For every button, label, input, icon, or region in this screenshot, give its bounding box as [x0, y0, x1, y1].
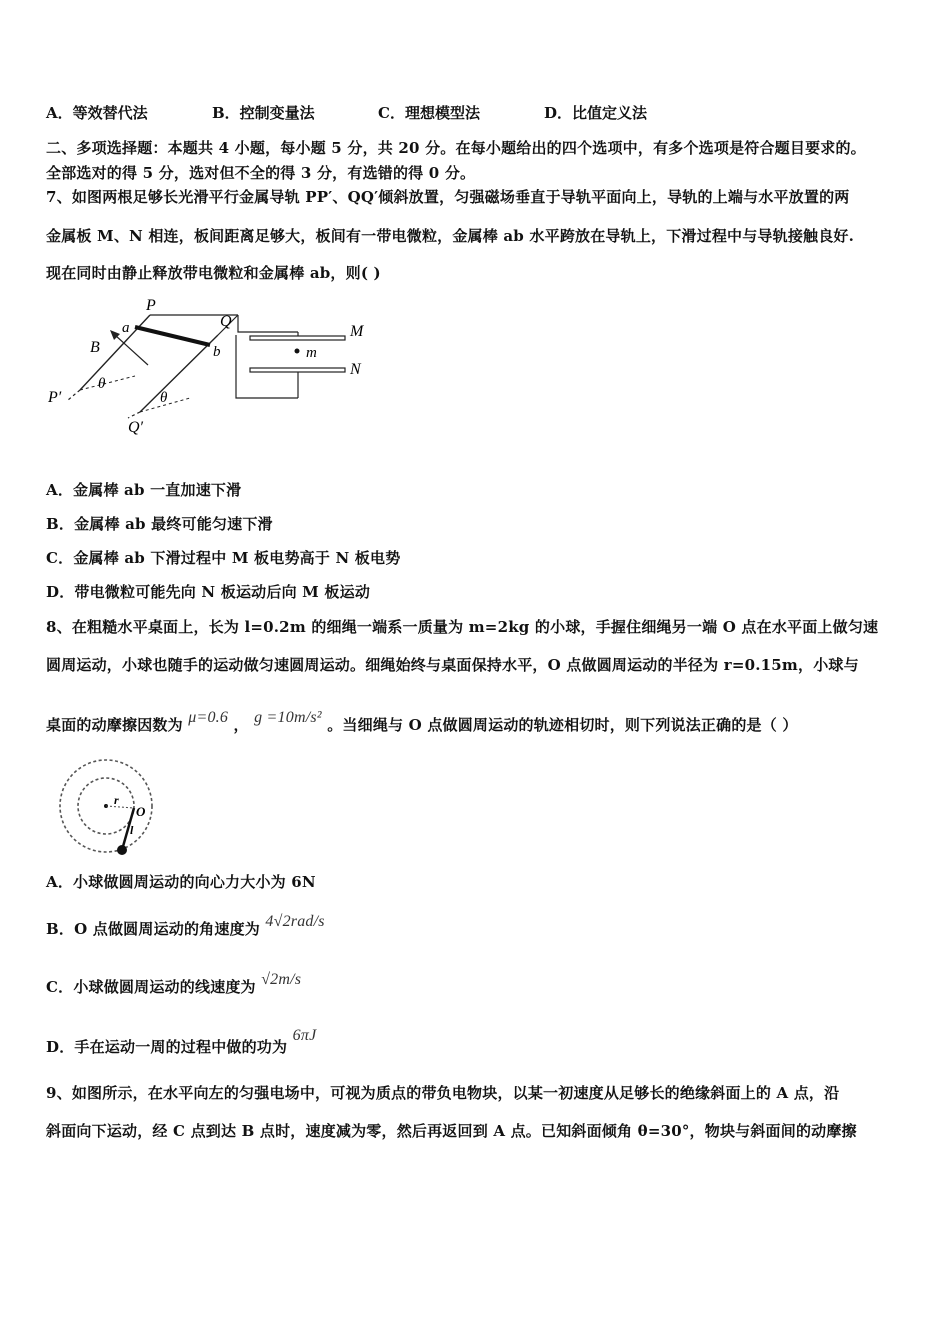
- label-theta-2: θ: [160, 390, 168, 406]
- q8-option-b-math: 4√2rad/s: [265, 913, 325, 930]
- label-p-prime: P′: [48, 389, 62, 406]
- q6-option-d: D．比值定义法: [544, 104, 648, 122]
- label-o: O: [136, 804, 146, 819]
- label-p: P: [146, 297, 156, 314]
- label-r: r: [114, 793, 119, 807]
- q7-line1: 7、如图两根足够长光滑平行金属导轨 PP′、QQ′倾斜放置，匀强磁场垂直于导轨平面向上，导轨的上端与水平放置的两: [46, 188, 850, 206]
- metal-rod-ab: [135, 327, 210, 345]
- q8-g: g =10m/s²: [254, 709, 322, 726]
- q9-line2: 斜面向下运动，经 C 点到达 B 点时，速度减为零，然后再返回到 A 点。已知斜面倾角 θ=30°，物块与斜面间的动摩擦: [46, 1122, 857, 1140]
- label-m-plate: M: [350, 323, 364, 340]
- plate-m: [250, 336, 345, 340]
- q8-line3-prefix: 桌面的动摩擦因数为: [46, 716, 183, 734]
- q8-option-b: [46, 913, 325, 939]
- q7-option-b: B．金属棒 ab 最终可能匀速下滑: [46, 515, 273, 533]
- q8-line3: [46, 709, 798, 735]
- label-l: l: [130, 823, 134, 837]
- label-q: Q: [220, 313, 232, 330]
- q8-option-d-text: D．手在运动一周的过程中做的功为: [46, 1038, 288, 1056]
- q8-option-d-math: 6πJ: [292, 1027, 317, 1044]
- section2-line1: 二、多项选择题：本题共 4 小题，每小题 5 分，共 20 分。在每小题给出的四个选项中，有多个选项是符合题目要求的。: [46, 139, 866, 157]
- plate-n: [250, 368, 345, 372]
- q8-comma: ，: [233, 716, 249, 734]
- q8-option-b-text: B．O 点做圆周运动的角速度为: [46, 920, 260, 938]
- label-theta-1: θ: [98, 376, 106, 392]
- q7-option-c: C．金属棒 ab 下滑过程中 M 板电势高于 N 板电势: [46, 549, 401, 567]
- q8-option-d: [46, 1027, 317, 1057]
- q7-line3: 现在同时由静止释放带电微粒和金属棒 ab，则( ): [46, 264, 381, 282]
- q8-line2: 圆周运动，小球也随手的运动做匀速圆周运动。细绳始终与桌面保持水平，O 点做圆周运动的半径为 r=0.15m，小球与: [46, 656, 859, 674]
- rail-qq: [140, 335, 218, 412]
- label-n-plate: N: [350, 361, 361, 378]
- label-b-field: B: [90, 339, 100, 356]
- section2-line2: 全部选对的得 5 分，选对但不全的得 3 分，有选错的得 0 分。: [46, 164, 476, 182]
- q7-line2: 金属板 M、N 相连，板间距离足够大，板间有一带电微粒，金属棒 ab 水平跨放在导轨上，下滑过程中与导轨接触良好.: [46, 227, 855, 245]
- label-q-prime: Q′: [128, 419, 144, 436]
- label-b: b: [213, 344, 221, 360]
- q6-option-a: A．等效替代法: [46, 104, 148, 122]
- q8-option-c-math: √2m/s: [261, 971, 302, 988]
- q8-line3-suffix: 。当细绳与 O 点做圆周运动的轨迹相切时，则下列说法正确的是（ ）: [327, 716, 798, 734]
- q8-option-a: A．小球做圆周运动的向心力大小为 6N: [46, 873, 316, 891]
- q6-option-c: C．理想模型法: [378, 104, 480, 122]
- q6-options: [46, 102, 710, 123]
- q8-figure: [50, 756, 170, 862]
- q8-option-c: [46, 971, 302, 997]
- q8-mu: μ=0.6: [188, 709, 229, 726]
- q9-line1: 9、如图所示，在水平向左的匀强电场中，可视为质点的带负电物块，以某一初速度从足够长的绝缘斜面上的 A 点，沿: [46, 1084, 840, 1102]
- q8-option-c-text: C．小球做圆周运动的线速度为: [46, 978, 256, 996]
- q7-option-a: A．金属棒 ab 一直加速下滑: [46, 481, 242, 499]
- magnetic-field-arrow: [115, 335, 148, 365]
- q7-figure: [40, 290, 380, 450]
- q7-option-d: D．带电微粒可能先向 N 板运动后向 M 板运动: [46, 583, 371, 601]
- charged-particle: [295, 349, 300, 354]
- label-mass: m: [306, 345, 317, 361]
- ball: [117, 845, 127, 855]
- label-a: a: [122, 320, 130, 336]
- q8-line1: 8、在粗糙水平桌面上，长为 l=0.2m 的细绳一端系一质量为 m=2kg 的小球，手握住细绳另一端 O 点在水平面上做匀速: [46, 618, 879, 636]
- q6-option-b: B．控制变量法: [212, 104, 315, 122]
